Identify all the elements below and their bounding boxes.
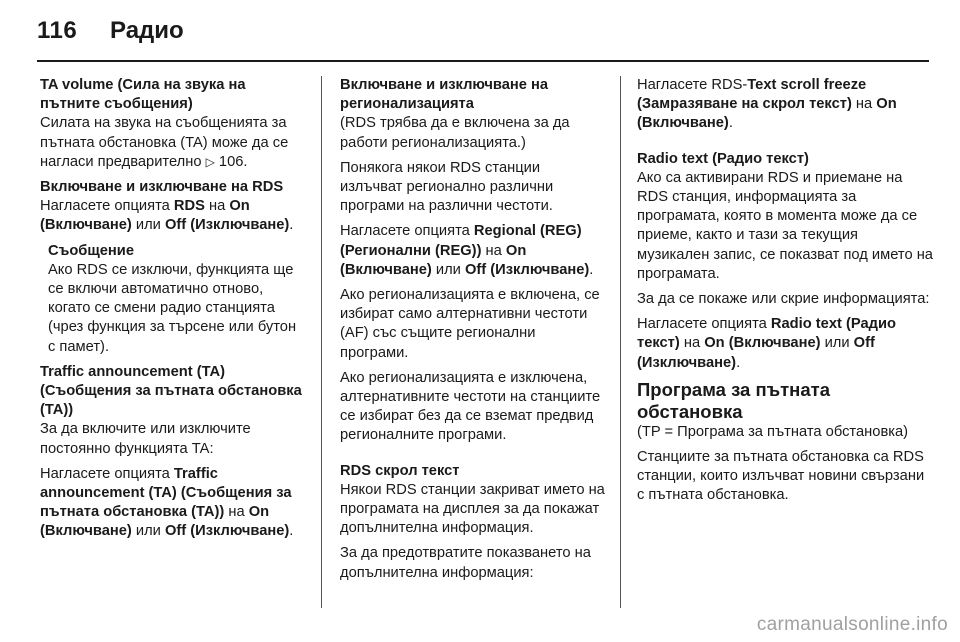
rds-instruction: Нагласете опцията RDS на On (Включване) или Off (Изключване). — [40, 198, 294, 234]
header-divider — [37, 60, 929, 62]
column-divider-2 — [620, 76, 621, 608]
tp-text-1: (TP = Програма за пътната обстановка) — [637, 423, 909, 440]
section-title: Радио — [110, 17, 184, 44]
note-text: Ако RDS се изключи, функцията ще се включи автоматично отново, когато се смени радио станцията (чрез функция за търсене или бутон с памет). — [48, 261, 297, 355]
column-2 — [340, 76, 606, 589]
page-reference-icon: ▷ — [205, 154, 215, 169]
radio-text-instruction: Нагласете опцията Radio text (Радио текст) на On (Включване) или Off (Изключване). — [637, 316, 896, 371]
regionalization-text-2: Понякога някои RDS станции излъчват регионално различни програми на различни честоти. — [340, 159, 554, 215]
page-number: 116 — [37, 17, 78, 44]
note-heading: Съобщение — [48, 242, 134, 259]
traffic-instruction: Нагласете опцията Traffic announcement (TA) (Съобщения за пътната обстановка (TA)) на On (Включване) или Off (Изключване). — [40, 465, 294, 540]
regionalization-text-3: Ако регионализацията е включена, се избират само алтернативни честоти (AF) със същите регионални програми. — [340, 287, 600, 361]
regionalization-text-4: Ако регионализацията е изключена, алтернативните честоти на станциите се избират без да се вземат предвид регионалните програми. — [340, 369, 601, 444]
scroll-text-1: Някои RDS станции закриват името на програмата на дисплея за да покажат допълнителна информация. — [340, 481, 605, 537]
regionalization-text-1: (RDS трябва да е включена за да работи регионализацията.) — [340, 115, 570, 151]
tp-heading: Програма за пътната обстановка — [637, 378, 830, 422]
regionalization-instruction: Нагласете опцията Regional (REG) (Регионални (REG)) на On (Включване) или Off (Изключване). — [340, 223, 594, 278]
tp-text-2: Станциите за пътната обстановка са RDS станции, които излъчват новини свързани с пътната обстановка. — [637, 449, 925, 504]
scroll-text-heading: RDS скрол текст — [340, 462, 460, 479]
ta-volume-heading: TA volume (Сила на звука на пътните съобщения) — [40, 77, 246, 113]
radio-text-1: Ако са активирани RDS и приемане на RDS станция, информацията за програмата, която в момента може да се приеме, както и тази за текущия музикален запис, се показват под името на програмата. — [637, 169, 933, 282]
rds-heading: Включване и изключване на RDS — [40, 179, 284, 196]
scroll-text-2: За да предотвратите показването на допълнителна информация: — [340, 545, 591, 581]
radio-text-2: За да се покаже или скрие информацията: — [637, 291, 930, 308]
note-box — [48, 242, 302, 357]
ta-volume-ref: 106. — [218, 153, 248, 170]
page-header — [0, 0, 960, 62]
ta-volume-text: Силата на звука на съобщенията за пътната обстановка (TA) може да се нагласи предварително ▷ 106. — [40, 115, 289, 170]
radio-text-heading: Radio text (Радио текст) — [637, 150, 809, 167]
column-divider-1 — [321, 76, 322, 608]
column-1 — [40, 76, 302, 548]
traffic-heading: Traffic announcement (TA) (Съобщения за пътната обстановка (TA)) — [40, 363, 302, 419]
watermark: carmanualsonline.info — [756, 614, 948, 635]
traffic-text: За да включите или изключите постоянно функцията TA: — [40, 421, 251, 457]
regionalization-heading: Включване и изключване на регионализацията — [340, 77, 549, 113]
scroll-instruction: Нагласете RDS-Text scroll freeze (Замразяване на скрол текст) на On (Включване). — [637, 77, 897, 132]
column-3 — [637, 76, 933, 512]
